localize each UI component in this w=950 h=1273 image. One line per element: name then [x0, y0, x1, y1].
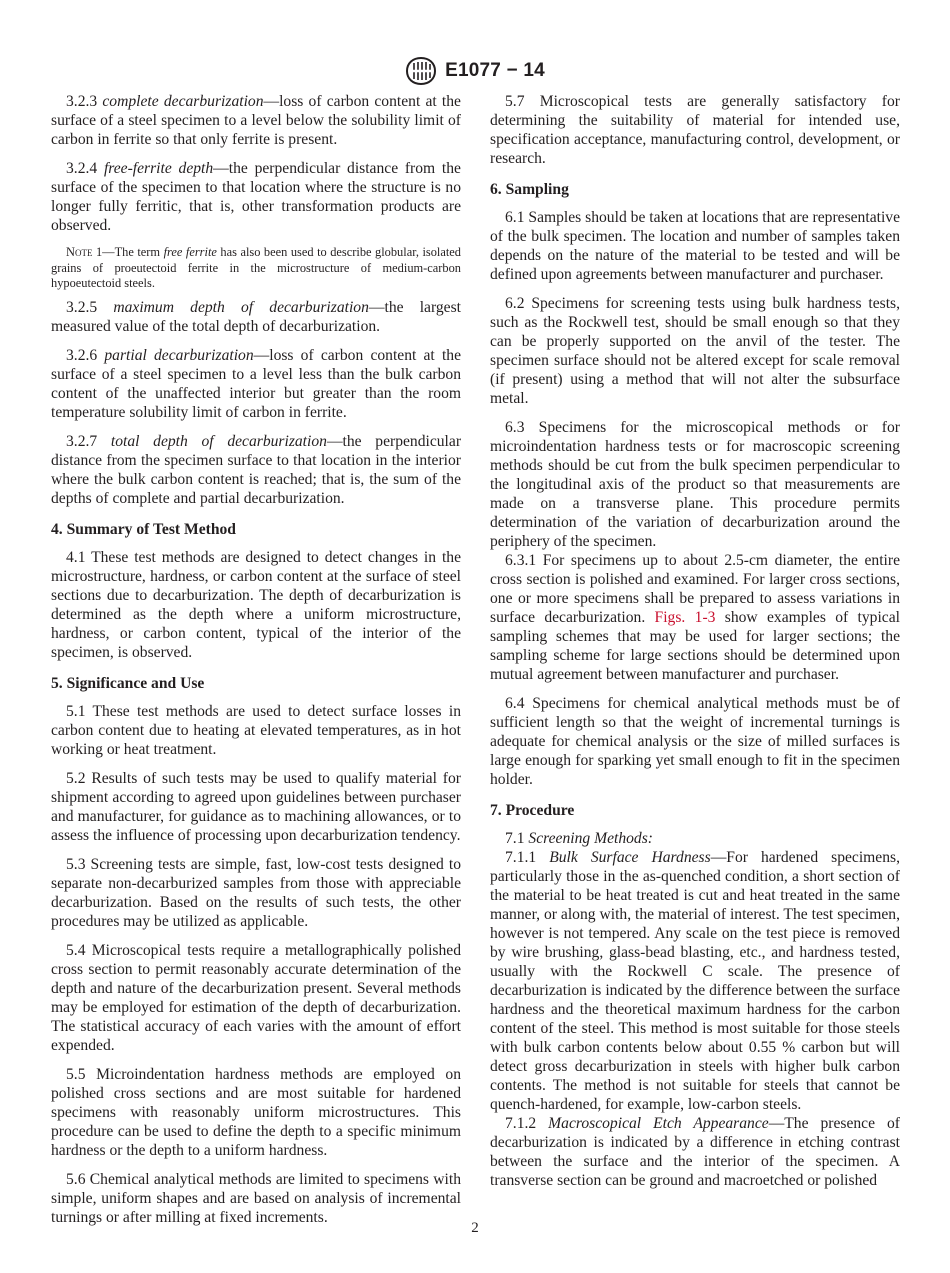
heading-sampling: 6. Sampling	[490, 181, 569, 198]
right-column	[490, 92, 900, 1190]
document-id: E1077 − 14	[445, 60, 545, 81]
page-header	[0, 54, 950, 88]
heading-significance: 5. Significance and Use	[51, 674, 205, 692]
section-5-2: 5.2 Results of such tests may be used to qualify material for shipment according to agreed upon guidelines between purchaser and manufacturer, for guidance as to machining allowances, or to assess the influence of processing upon decarburization tendency.	[51, 769, 461, 844]
figs-1-3-link[interactable]: Figs. 1-3	[654, 609, 716, 626]
heading-summary: 4. Summary of Test Method	[51, 520, 236, 538]
section-6-4: 6.4 Specimens for chemical analytical methods must be of sufficient length so that the weight of incremental turnings is adequate for chemical analysis or the size of milled surfaces is large enough for sparking yet small enough to fit in the specimen holder.	[490, 695, 900, 788]
section-5-1: 5.1 These test methods are used to detect surface losses in carbon content due to heating at elevated temperatures, as in hot working or heat treatment.	[51, 702, 461, 758]
section-5-4: 5.4 Microscopical tests require a metallographically polished cross section to permit reasonably accurate determination of the depth and nature of the decarburization present. Several methods may be employed for estimation of the depth of decarburization. The statistical accuracy of each varies with the amount of effort expended.	[51, 941, 461, 1054]
astm-logo-icon	[405, 57, 437, 85]
section-6-2: 6.2 Specimens for screening tests using bulk hardness tests, such as the Rockwell test, should be small enough so that they can be properly supported on the anvil of the tester. The specimen surface should not be altered except for scale removal (if present) using a method that will not alter the subsurface metal.	[490, 295, 900, 407]
heading-procedure: 7. Procedure	[490, 802, 575, 819]
section-6-1: 6.1 Samples should be taken at locations that are representative of the bulk specimen. The location and number of samples taken depends on the nature of the material to be tested and will be defined upon agreements between manufacturer and purchaser.	[490, 209, 900, 283]
section-5-6: 5.6 Chemical analytical methods are limited to specimens with simple, uniform shapes and are based on analysis of incremental turnings or after milling at fixed increments.	[51, 1170, 461, 1226]
section-3-2-5: 3.2.5 maximum depth of decarburization—the largest measured value of the total depth of decarburization.	[51, 298, 461, 335]
section-5-5: 5.5 Microindentation hardness methods are employed on polished cross sections and are most suitable for hardened specimens with reasonably uniform microstructures. This procedure can be used to define the depth to a specific minimum hardness or the depth to a uniform hardness.	[51, 1065, 461, 1159]
section-3-2-4: 3.2.4 free-ferrite depth—the perpendicular distance from the surface of the specimen to that location where the structure is no longer fully ferritic, that is, other transformation products are observed.	[51, 160, 461, 234]
section-3-2-7: 3.2.7 total depth of decarburization—the perpendicular distance from the specimen surface to that location in the interior where the bulk carbon content is reached; that is, the sum of the depths of complete and partial decarburization.	[51, 432, 462, 507]
note-1: Note 1—The term free ferrite has also been used to describe globular, isolated grains of proeutectoid ferrite in the microstructure of medium-carbon hypoeutectoid steels.	[51, 245, 461, 290]
section-7-1-1: 7.1.1 Bulk Surface Hardness—For hardened specimens, particularly those in the as-quenched condition, a short section of the material to be heat treated is cut and heat treated in the same manner, or along with, the material of interest. The test specimen, however is not tempered. Any scale on the test piece is removed by wire brushing, glass-bead blasting, etc., and hardness tested, usually with the Rockwell C scale. The presence of decarburization is indicated by the difference between the surface hardness and the theoretical maximum hardness for the carbon content of the steel. This method is most suitable for those steels with bulk carbon contents below about 0.55 % carbon but will detect gross decarburization in steels with higher bulk carbon contents. The method is not suitable for steels that cannot be quench-hardened, for example, low-carbon steels.	[490, 849, 900, 1113]
left-column	[51, 92, 461, 1237]
section-3-2-3: 3.2.3 complete decarburization—loss of carbon content at the surface of a steel specimen to a level below the solubility limit of carbon in ferrite so that only ferrite is present.	[51, 93, 461, 148]
section-5-3: 5.3 Screening tests are simple, fast, low-cost tests designed to separate non-decarburized samples from those with appreciable decarburization. Based on the results of such tests, the other procedures may be utilized as applicable.	[51, 855, 461, 930]
section-6-3: 6.3 Specimens for the microscopical methods or for microindentation hardness tests or for macroscopic screening methods should be cut from the bulk specimen perpendicular to the longitudinal axis of the product so that measurements are made on a transverse plane. This procedure permits determination of the variation of decarburization around the periphery of the specimen.	[490, 419, 900, 550]
section-6-3-1: 6.3.1 For specimens up to about 2.5-cm diameter, the entire cross section is polished and examined. For larger cross sections, one or more specimens shall be prepared to assess variations in surface decarburization. Figs. 1-3 show examples of typical sampling schemes that may be used for larger sections; the sampling scheme for large sections should be determined upon mutual agreement between manufacturer and purchaser.	[490, 552, 900, 683]
section-7-1: 7.1 Screening Methods:	[505, 830, 653, 847]
section-5-7: 5.7 Microscopical tests are generally satisfactory for determining the suitability of material for intended use, specification acceptance, manufacturing control, development, or research.	[490, 93, 900, 167]
section-3-2-6: 3.2.6 partial decarburization—loss of carbon content at the surface of a steel specimen to a level less than the bulk carbon content of the unaffected interior but greater than the room temperature solubility limit of carbon in ferrite.	[51, 346, 461, 421]
section-7-1-2: 7.1.2 Macroscopical Etch Appearance—The presence of decarburization is indicated by a difference in etching contrast between the surface and the interior of the specimen. A transverse section can be ground and macroetched or polished	[490, 1115, 900, 1189]
section-4-1: 4.1 These test methods are designed to detect changes in the microstructure, hardness, or carbon content at the surface of steel sections due to decarburization. The depth of decarburization is determined as the depth where a uniform microstructure, hardness, or carbon content, typical of the interior of the specimen, is observed.	[51, 548, 461, 661]
page-number: 2	[471, 1220, 479, 1236]
